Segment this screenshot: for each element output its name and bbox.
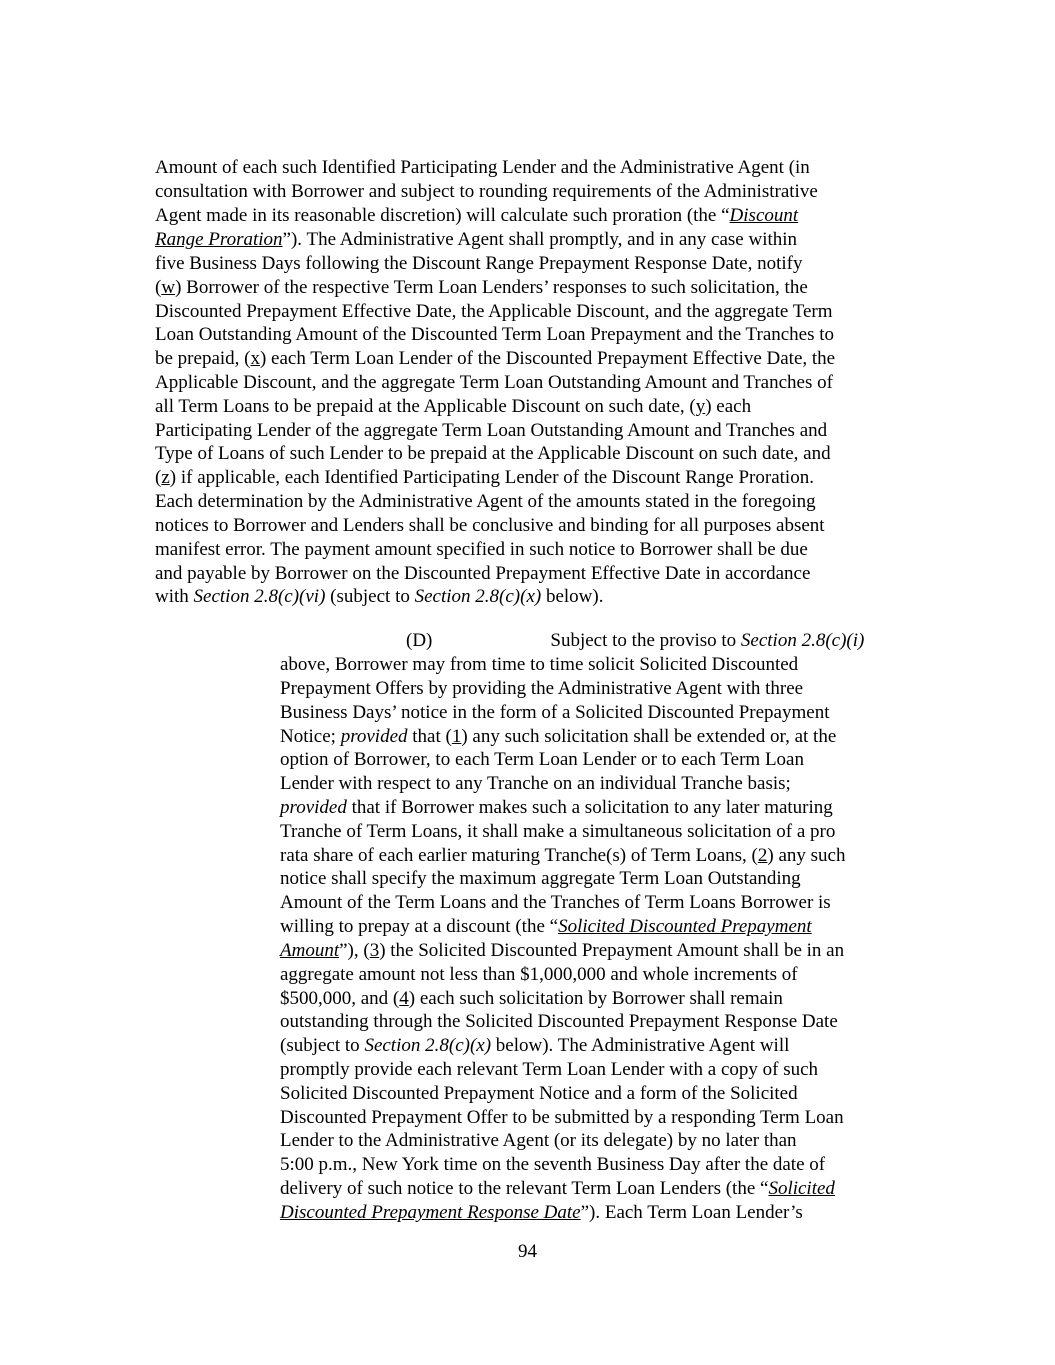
text: notice shall specify the maximum aggregate Term Loan Outstanding — [280, 868, 801, 889]
text: five Business Days following the Discount Range Prepayment Response Date, notify — [155, 253, 803, 274]
section-reference: Section 2.8(c)(i) — [740, 630, 865, 651]
text: Type of Loans of such Lender to be prepaid at the Applicable Discount on such date, and — [155, 443, 831, 464]
text-line — [280, 772, 791, 796]
text: Lender with respect to any Tranche on an individual Tranche basis; — [280, 773, 791, 794]
text-line — [280, 1129, 797, 1153]
text: ) any such — [767, 845, 846, 866]
emphasis: provided — [280, 797, 347, 818]
section-reference: Section 2.8(c)(x) — [364, 1035, 492, 1056]
text-line — [155, 419, 827, 443]
clause-marker: 4 — [399, 988, 409, 1009]
text: consultation with Borrower and subject to rounding requirements of the Administrative — [155, 181, 818, 202]
text-line — [280, 1034, 789, 1058]
text-line — [280, 725, 836, 749]
text-line — [280, 796, 833, 820]
text-line — [155, 538, 808, 562]
text: and payable by Borrower on the Discounted Prepayment Effective Date in accordance — [155, 563, 811, 584]
text-line — [155, 371, 833, 395]
text: Loan Outstanding Amount of the Discounted Term Loan Prepayment and the Tranches to — [155, 324, 835, 345]
page-number: 94 — [518, 1241, 537, 1262]
text: Amount of the Term Loans and the Tranches of Term Loans Borrower is — [280, 892, 831, 913]
text-line — [280, 1058, 818, 1082]
text: ) the Solicited Discounted Prepayment Amount shall be in an — [379, 940, 845, 961]
text: $500,000, and ( — [280, 988, 400, 1009]
text-line — [155, 180, 818, 204]
text: Business Days’ notice in the form of a Solicited Discounted Prepayment — [280, 702, 830, 723]
text: delivery of such notice to the relevant Term Loan Lenders (the “ — [280, 1178, 769, 1199]
text: Discounted Prepayment Offer to be submitted by a responding Term Loan — [280, 1107, 844, 1128]
text-line — [155, 442, 831, 466]
text-line — [280, 1153, 825, 1177]
clause-marker: 3 — [369, 940, 380, 961]
text-line — [155, 228, 797, 252]
text: Tranche of Term Loans, it shall make a simultaneous solicitation of a pro — [280, 821, 836, 842]
text: be prepaid, ( — [155, 348, 251, 369]
defined-term: Solicited — [768, 1178, 835, 1199]
defined-term: Amount — [280, 940, 340, 961]
text-line — [155, 514, 825, 538]
text: notices to Borrower and Lenders shall be conclusive and binding for all purposes absent — [155, 515, 825, 536]
text: rata share of each earlier maturing Tranche(s) of Term Loans, ( — [280, 845, 758, 866]
text: that if Borrower makes such a solicitation to any later maturing — [346, 797, 833, 818]
text: Discounted Prepayment Effective Date, the Applicable Discount, and the aggregate Term — [155, 301, 833, 322]
clause-label: (D) — [406, 630, 433, 651]
text: Lender to the Administrative Agent (or its delegate) by no later than — [280, 1130, 797, 1151]
text: Subject to the proviso to — [550, 630, 741, 651]
text: below). — [541, 586, 604, 607]
defined-term: Discount — [729, 205, 799, 226]
clause-marker: y — [695, 396, 706, 417]
defined-term: Range Proration — [155, 229, 283, 250]
text-line — [155, 276, 808, 300]
clause-marker: 1 — [451, 726, 462, 747]
text: promptly provide each relevant Term Loan Lender with a copy of such — [280, 1059, 819, 1080]
defined-term: Solicited Discounted Prepayment — [558, 916, 812, 937]
emphasis: provided — [340, 726, 408, 747]
text-line — [280, 844, 845, 868]
text: Solicited Discounted Prepayment Notice and a form of the Solicited — [280, 1083, 798, 1104]
text: manifest error. The payment amount specified in such notice to Borrower shall be due — [155, 539, 808, 560]
text: Each determination by the Administrative Agent of the amounts stated in the foregoing — [155, 491, 816, 512]
text: ) if applicable, each Identified Participating Lender of the Discount Range Proration. — [169, 467, 814, 488]
text-line — [155, 323, 834, 347]
text: below). The Administrative Agent will — [491, 1035, 790, 1056]
text: ) each Term Loan Lender of the Discounted Prepayment Effective Date, the — [259, 348, 836, 369]
text: ) Borrower of the respective Term Loan Lenders’ responses to such solicitation, the — [175, 277, 808, 298]
text-line — [280, 987, 783, 1011]
defined-term: Discounted Prepayment Response Date — [280, 1202, 581, 1223]
text-line — [280, 1106, 844, 1130]
text: that ( — [407, 726, 452, 747]
text: Amount of each such Identified Participating Lender and the Administrative Agent (in — [155, 157, 810, 178]
text: ”). Each Term Loan Lender’s — [580, 1202, 803, 1223]
text: ”). The Administrative Agent shall promptly, and in any case within — [282, 229, 798, 250]
text-line — [280, 677, 803, 701]
text-line — [155, 156, 810, 180]
text: above, Borrower may from time to time solicit Solicited Discounted — [280, 654, 799, 675]
section-reference: Section 2.8(c)(x) — [414, 586, 542, 607]
text-line — [280, 1177, 835, 1201]
text-line — [280, 915, 812, 939]
text: with — [155, 586, 194, 607]
text-line — [280, 963, 798, 987]
text: ) each — [705, 396, 752, 417]
text-line — [280, 701, 829, 725]
text: Participating Lender of the aggregate Term Loan Outstanding Amount and Tranches and — [155, 420, 828, 441]
text-line — [155, 466, 814, 490]
text-line — [155, 300, 833, 324]
text-line — [280, 820, 835, 844]
text: Prepayment Offers by providing the Administrative Agent with three — [280, 678, 804, 699]
text: (subject to — [325, 586, 415, 607]
text-line — [280, 939, 844, 963]
text: ( — [155, 277, 162, 298]
clause-marker: 2 — [757, 845, 768, 866]
text-line — [155, 347, 835, 371]
text-line — [280, 891, 831, 915]
text-line — [280, 1010, 838, 1034]
text-line — [280, 867, 801, 891]
text-line — [280, 748, 804, 772]
text-line — [155, 204, 798, 228]
text: ”), ( — [339, 940, 370, 961]
clause-marker: w — [161, 277, 176, 298]
clause-marker: z — [161, 467, 170, 488]
text: aggregate amount not less than $1,000,000 and whole increments of — [280, 964, 798, 985]
text: ( — [155, 467, 162, 488]
text: Applicable Discount, and the aggregate Term Loan Outstanding Amount and Tranches of — [155, 372, 833, 393]
text: Notice; — [280, 726, 341, 747]
text-line — [280, 1082, 798, 1106]
text: option of Borrower, to each Term Loan Lender or to each Term Loan — [280, 749, 804, 770]
section-reference: Section 2.8(c)(vi) — [193, 586, 326, 607]
text: (subject to — [280, 1035, 365, 1056]
text-line — [280, 629, 864, 653]
text-line — [155, 395, 751, 419]
text: 5:00 p.m., New York time on the seventh Business Day after the date of — [280, 1154, 826, 1175]
text-line — [155, 585, 603, 609]
text: willing to prepay at a discount (the “ — [280, 916, 559, 937]
text-line — [155, 562, 810, 586]
text: all Term Loans to be prepaid at the Applicable Discount on such date, ( — [155, 396, 696, 417]
text: ) each such solicitation by Borrower shall remain — [408, 988, 783, 1009]
text-line — [155, 490, 816, 514]
text: outstanding through the Solicited Discounted Prepayment Response Date — [280, 1011, 838, 1032]
text: Agent made in its reasonable discretion) will calculate such proration (the “ — [155, 205, 730, 226]
text-line — [280, 1201, 803, 1225]
text-line — [155, 252, 802, 276]
text: ) any such solicitation shall be extended or, at the — [461, 726, 837, 747]
text-line — [280, 653, 798, 677]
clause-marker: x — [250, 348, 260, 369]
